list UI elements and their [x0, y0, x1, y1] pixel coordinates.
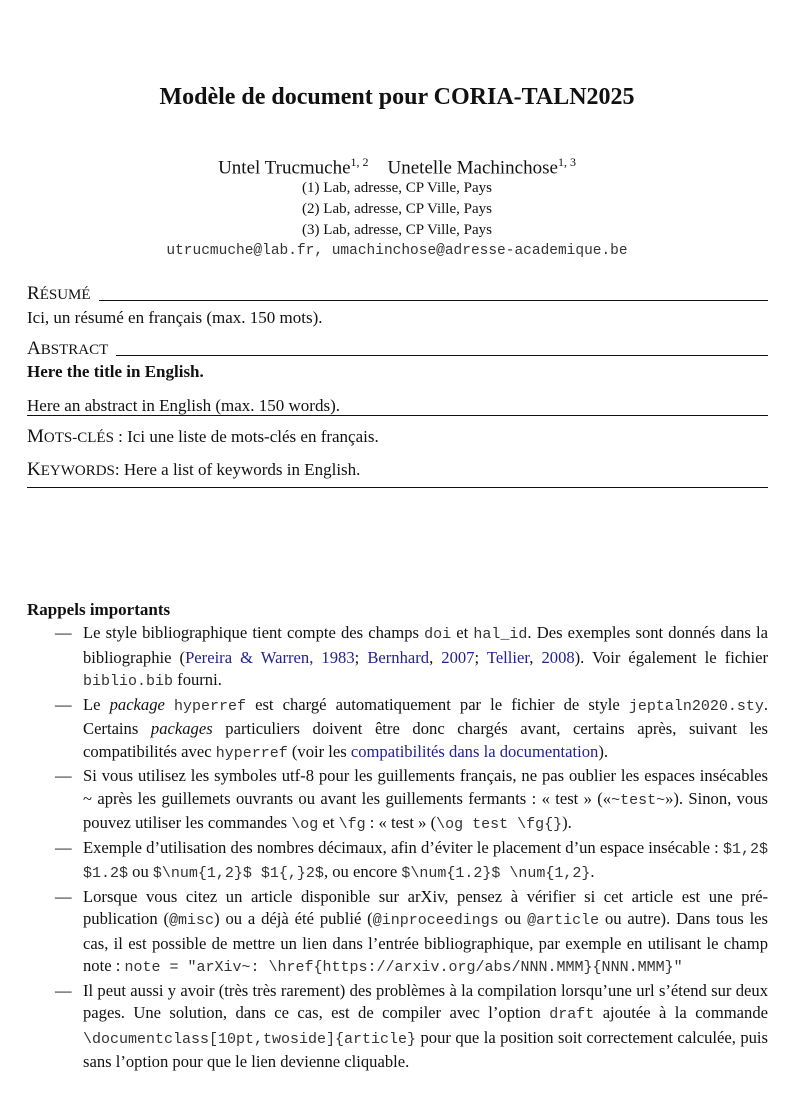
divider — [27, 487, 768, 488]
authors — [0, 155, 794, 179]
dash-bullet: — — [55, 886, 72, 906]
code-text: doi — [424, 626, 452, 643]
italic-text: package — [109, 694, 165, 714]
text-run: ajoutée à la commande — [594, 1003, 768, 1022]
affiliation: (2) Lab, adresse, CP Ville, Pays — [302, 201, 492, 217]
rappels-list — [27, 622, 768, 1074]
text-run: ; — [474, 647, 487, 667]
abstract-heading — [27, 338, 768, 360]
text-run: Exemple d’utilisation des nombres décimaux, afin d’éviter le placement d’un espace insécable : — [83, 837, 723, 857]
dash-bullet: — — [55, 694, 72, 714]
list-item — [27, 837, 768, 886]
text-run: particuliers doivent être donc chargés avant, certains après, suivant les compatibilités avec — [83, 719, 768, 761]
code-text: @inproceedings — [372, 912, 499, 929]
text-run: Le — [83, 694, 110, 714]
text-run: fourni. — [173, 670, 222, 689]
author-affil-sup: 1, 2 — [350, 155, 369, 169]
code-text: note = "arXiv~: \href{https://arxiv.org/abs/NNN.MMM}{NNN.MMM}" — [124, 959, 683, 976]
list-item — [27, 694, 768, 766]
code-text: biblio.bib — [83, 673, 174, 690]
heading-rest: ÉSUMÉ — [39, 287, 91, 303]
heading-rule — [116, 355, 768, 356]
code-text: jeptaln2020.sty — [628, 697, 764, 715]
code-text: $1,2$ $1.2$ — [83, 840, 768, 882]
text-run: et — [318, 813, 339, 832]
citation-link[interactable]: Pereira & Warren, 1983 — [185, 647, 355, 667]
text-run: ). — [562, 813, 572, 832]
text-run: , ou encore — [323, 862, 402, 881]
code-text: ~test~ — [611, 791, 666, 809]
italic-text: packages — [150, 719, 213, 738]
citation-link[interactable]: 2007 — [441, 647, 475, 667]
heading-initial: K — [27, 459, 41, 480]
text-run: est chargé automatiquement par le fichier de style — [246, 694, 629, 714]
text-run: . Des exemples sont donnés dans la bibliographie ( — [83, 623, 768, 667]
heading-initial: M — [27, 426, 44, 447]
text-run: , — [429, 647, 442, 667]
dash-bullet: — — [55, 837, 72, 857]
keywords-text: : Here a list of keywords in English. — [114, 460, 361, 479]
resume-heading — [27, 283, 768, 305]
code-text: \documentclass[10pt,twoside]{article} — [83, 1030, 417, 1048]
heading-rest: EYWORDS — [40, 463, 115, 479]
text-run: ) ou a déjà été publié ( — [214, 909, 373, 928]
citation-link[interactable]: compatibilités dans la documentation — [350, 741, 599, 761]
resume-text: Ici, un résumé en français (max. 150 mots). — [27, 308, 323, 327]
heading-rest: OTS-CLÉS — [43, 430, 114, 446]
affiliation: (3) Lab, adresse, CP Ville, Pays — [302, 222, 492, 238]
motscles-text: : Ici une liste de mots-clés en français. — [113, 427, 379, 446]
author-affil-sup: 1, 3 — [557, 155, 576, 169]
author-name: Unetelle Machinchose — [387, 157, 558, 179]
citation-link[interactable]: Bernhard — [367, 647, 430, 667]
dash-bullet: — — [55, 980, 72, 1000]
citation-link[interactable]: 2008 — [541, 647, 575, 667]
abstract-title: Here the title in English. — [27, 362, 204, 381]
text-run: Le style bibliographique tient compte des champs — [83, 623, 425, 642]
author-name: Untel Trucmuche — [218, 157, 351, 179]
text-run: ). — [598, 741, 609, 761]
text-run: (voir les — [287, 741, 351, 761]
code-text: hal_id — [473, 626, 528, 643]
code-text: \og — [291, 816, 319, 833]
paper-title: Modèle de document pour CORIA-TALN2025 — [159, 84, 635, 110]
dash-bullet: — — [55, 623, 72, 642]
text-run: ou autre). Dans tous les cas, il est possible de mettre un lien dans l’entrée bibliographique, par exemple en utilisant le champ note : — [83, 909, 769, 975]
text-run: Il peut aussi y avoir (très très rarement) des problèmes à la compilation lorsqu’une url s’étend sur deux pages. Une solution, dans ce cas, est de compiler avec l’option — [83, 980, 768, 1022]
list-item — [27, 765, 768, 837]
text-run: . Certains — [83, 694, 768, 738]
heading-rest: BSTRACT — [40, 342, 109, 358]
author-emails: utrucmuche@lab.fr, umachinchose@adresse-academique.be — [166, 243, 628, 259]
text-run: ou — [498, 909, 528, 928]
code-text: \og test \fg{} — [436, 816, 563, 833]
text-run: »). Sinon, vous pouvez utiliser les commandes — [83, 788, 768, 832]
code-text: @article — [527, 912, 600, 929]
text-run: : « test » ( — [365, 813, 437, 832]
abstract-text: Here an abstract in English (max. 150 words). — [27, 396, 340, 415]
keywords-line — [27, 459, 360, 481]
text-run: Si vous utilisez les symboles utf-8 pour les guillements français, ne pas oublier les espaces insécables ~ après les guillemets ouvrants ou avant les guillements fermants : « test » (« — [83, 766, 768, 808]
list-item — [27, 622, 768, 694]
code-text: hyperref — [173, 697, 246, 715]
code-text: $\num{1.2}$ \num{1,2} — [401, 865, 591, 882]
divider — [27, 415, 768, 416]
code-text: hyperref — [215, 744, 288, 762]
list-item — [27, 980, 768, 1074]
text-run: ). Voir également le fichier — [574, 647, 769, 667]
code-text: draft — [549, 1006, 595, 1023]
citation-link[interactable]: Tellier — [486, 647, 530, 667]
dash-bullet: — — [55, 766, 72, 785]
text-run: . — [590, 862, 595, 881]
text-run — [165, 695, 174, 714]
code-text: $\num{1,2}$ $1{,}2$ — [152, 865, 324, 882]
list-item — [27, 886, 768, 980]
motscles-line — [27, 426, 379, 448]
text-run: ou — [128, 862, 153, 881]
text-run: Lorsque vous citez un article disponible sur arXiv, pensez à vérifier si cet article est une pré-publication ( — [83, 886, 768, 928]
text-run: ; — [354, 647, 368, 667]
heading-rule — [99, 300, 768, 301]
heading-initial: A — [27, 338, 41, 359]
rappels-heading: Rappels importants — [27, 600, 171, 619]
text-run: pour que la position soit correctement calculée, puis sans l’option pour que le lien devienne cliquable. — [83, 1027, 768, 1071]
affiliation: (1) Lab, adresse, CP Ville, Pays — [302, 180, 492, 196]
text-run: , — [529, 647, 542, 667]
heading-initial: R — [27, 283, 40, 304]
text-run: et — [451, 623, 474, 642]
code-text: \fg — [338, 816, 366, 833]
code-text: @misc — [169, 912, 215, 929]
